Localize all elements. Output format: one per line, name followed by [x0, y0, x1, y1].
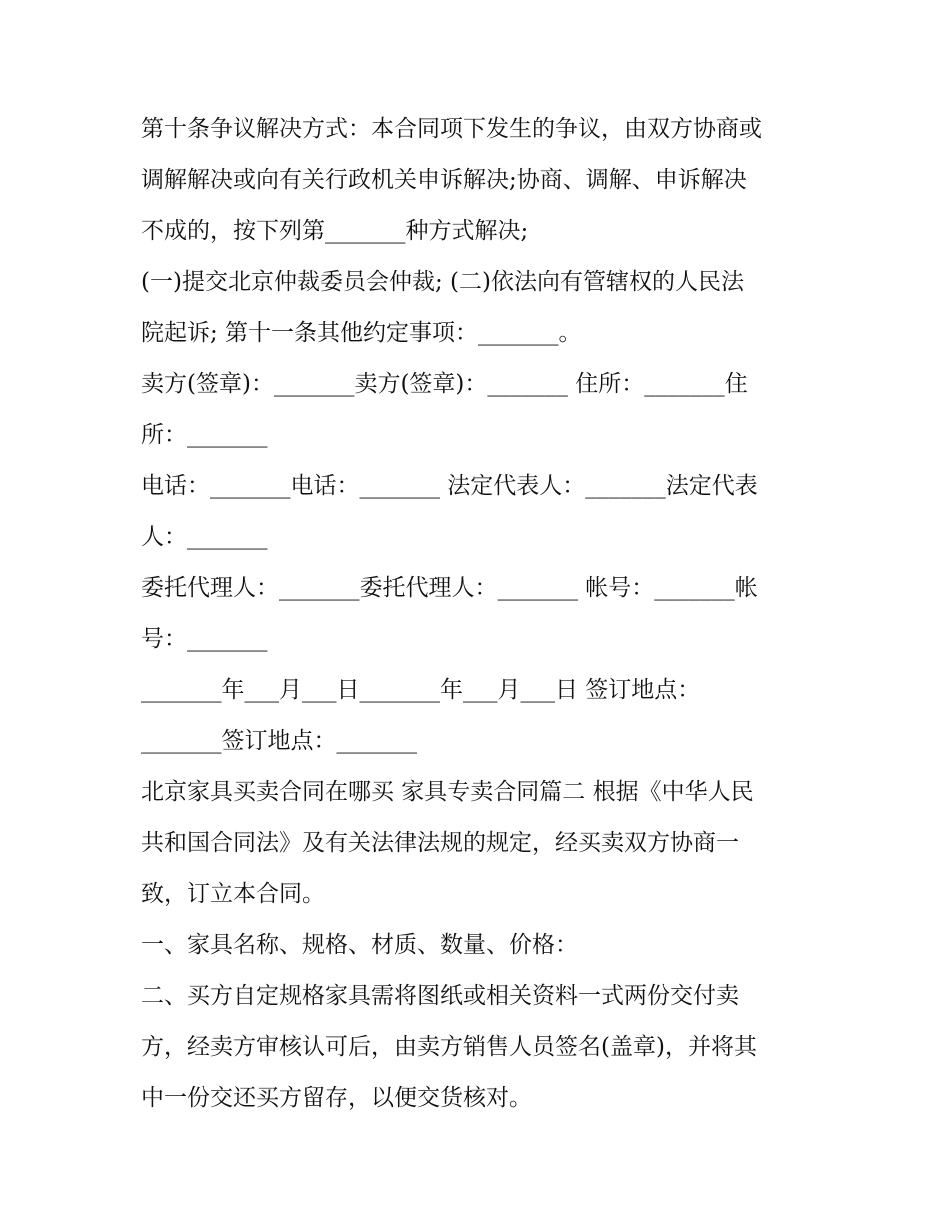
text-line-section-two-3: 中一份交还买方留存，以便交货核对。 — [141, 1085, 532, 1111]
text-line-address: 所：_______ — [141, 422, 268, 448]
text-line-contract-two-intro-2: 共和国合同法》及有关法律法规的规定，经买卖双方协商一 — [141, 830, 739, 856]
text-line-dispute-resolution-3: 不成的，按下列第_______种方式解决; — [141, 218, 529, 244]
text-line-phone-representative: 电话：_______电话：_______ 法定代表人：_______法定代表 — [141, 473, 758, 499]
text-line-section-one: 一、家具名称、规格、材质、数量、价格： — [141, 932, 578, 958]
text-line-signing-place: _______签订地点：_______ — [141, 728, 417, 754]
text-line-representative: 人：_______ — [141, 524, 268, 550]
text-line-seller-signature: 卖方(签章)：_______卖方(签章)：_______ 住所：_______住 — [141, 371, 748, 397]
text-line-section-two-2: 方，经卖方审核认可后，由卖方销售人员签名(盖章)，并将其 — [141, 1034, 757, 1060]
contract-body-text — [141, 104, 821, 1124]
text-line-account: 号：_______ — [141, 626, 268, 652]
text-line-arbitration-options: (一)提交北京仲裁委员会仲裁; (二)依法向有管辖权的人民法 — [141, 269, 744, 295]
text-line-contract-two-intro-1: 北京家具买卖合同在哪买 家具专卖合同篇二 根据《中华人民 — [141, 779, 754, 805]
text-line-dispute-resolution-1: 第十条争议解决方式：本合同项下发生的争议，由双方协商或 — [141, 116, 762, 142]
text-line-dispute-resolution-2: 调解解决或向有关行政机关申诉解决;协商、调解、申诉解决 — [141, 167, 747, 193]
text-line-other-terms: 院起诉; 第十一条其他约定事项：_______。 — [141, 320, 582, 346]
text-line-agent-account: 委托代理人：_______委托代理人：_______ 帐号：_______帐 — [141, 575, 758, 601]
text-line-contract-two-intro-3: 致，订立本合同。 — [141, 881, 325, 907]
text-line-date-place: _______年___月___日_______年___月___日 签订地点： — [141, 677, 701, 703]
text-line-section-two-1: 二、买方自定规格家具需将图纸或相关资料一式两份交付卖 — [141, 983, 739, 1009]
